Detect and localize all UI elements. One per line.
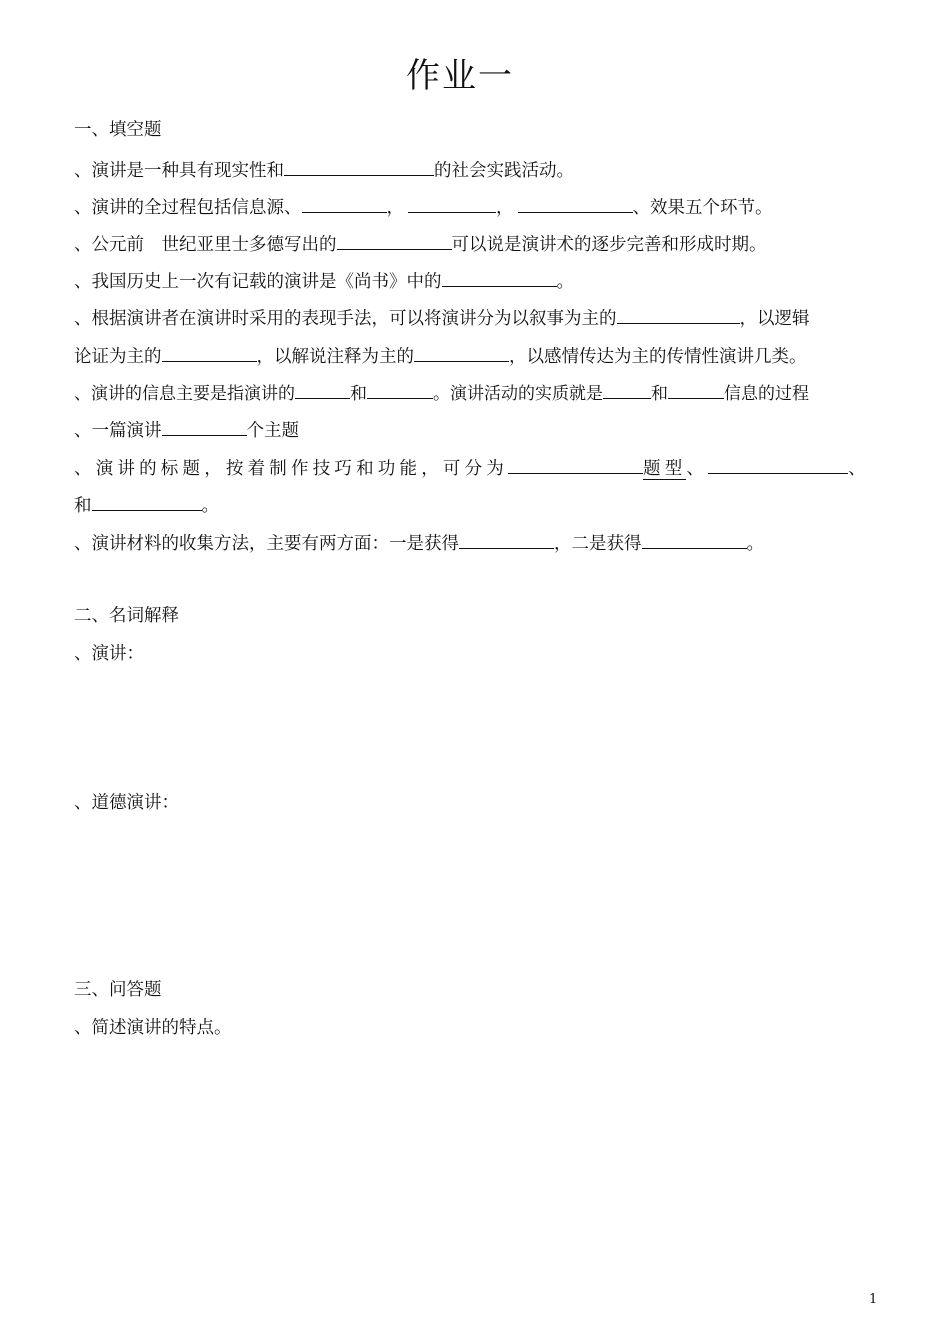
answer-blank[interactable]: [162, 342, 257, 362]
question-5-continued: 论证为主的 ，以解说注释为主的 ，以感情传达为主的传情性演讲几类。: [74, 342, 807, 369]
answer-blank[interactable]: [668, 379, 724, 399]
answer-blank[interactable]: [337, 230, 452, 250]
section-heading-term-definition: 二、名词解释: [74, 606, 179, 626]
page-title: 作业一: [406, 56, 514, 96]
answer-blank[interactable]: [295, 379, 350, 399]
question-3: 、公元前 世纪亚里士多德写出的 可以说是演讲术的逐步完善和形成时期。: [74, 230, 767, 257]
question-1: 、演讲是一种具有现实性和 的社会实践活动。: [74, 156, 574, 183]
answer-blank[interactable]: [367, 379, 433, 399]
answer-blank[interactable]: [302, 193, 387, 213]
answer-blank[interactable]: [408, 193, 496, 213]
answer-blank[interactable]: [603, 379, 651, 399]
answer-blank[interactable]: [518, 193, 633, 213]
section-heading-short-answer: 三、问答题: [74, 980, 162, 1000]
answer-blank[interactable]: [617, 304, 740, 324]
question-8-continued: 和 。: [74, 491, 219, 518]
question-2: 、演讲的全过程包括信息源、 ， ， 、效果五个环节。: [74, 193, 773, 220]
answer-blank[interactable]: [442, 267, 557, 287]
answer-blank[interactable]: [708, 454, 848, 474]
answer-blank[interactable]: [508, 454, 643, 474]
question-9: 、演讲材料的收集方法，主要有两方面：一是获得 ，二是获得 。: [74, 529, 764, 556]
question-5: 、根据演讲者在演讲时采用的表现手法，可以将演讲分为以叙事为主的 ，以逻辑: [74, 304, 810, 331]
term-moral-speech: 、道德演讲：: [74, 793, 179, 813]
question-8: 、演讲的标题，按着制作技巧和功能，可分为 题型、 、: [74, 454, 870, 481]
answer-blank[interactable]: [92, 491, 202, 511]
answer-blank[interactable]: [162, 416, 247, 436]
page-number: 1: [869, 1292, 878, 1307]
question-7: 、一篇演讲 个主题: [74, 416, 299, 443]
question-characteristics: 、简述演讲的特点。: [74, 1018, 232, 1038]
answer-blank[interactable]: [284, 156, 434, 176]
section-heading-fill-blank: 一、填空题: [74, 120, 162, 140]
answer-blank[interactable]: [459, 529, 554, 549]
answer-blank[interactable]: [414, 342, 509, 362]
question-6: 、演讲的信息主要是指演讲的 和 。演讲活动的实质就是 和 信息的过程: [74, 379, 809, 406]
term-speech: 、演讲：: [74, 644, 144, 664]
answer-blank[interactable]: [642, 529, 747, 549]
question-4: 、我国历史上一次有记载的演讲是《尚书》中的 。: [74, 267, 574, 294]
